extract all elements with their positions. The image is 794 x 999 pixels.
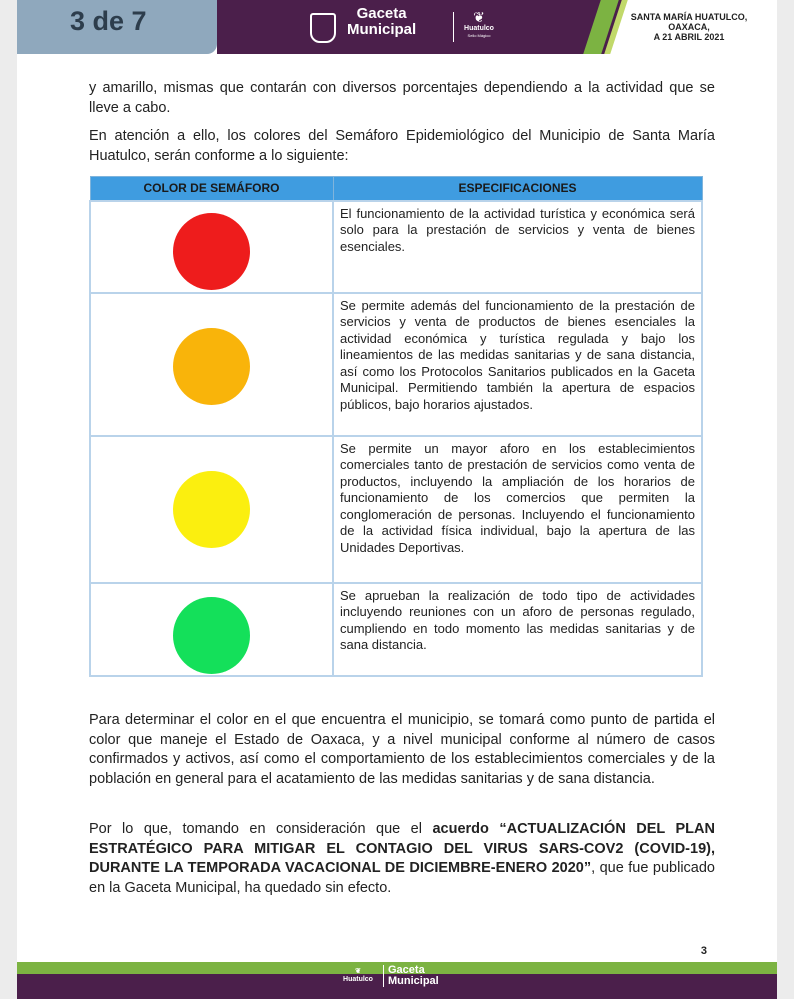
table-row [90, 583, 702, 676]
paragraph-2: En atención a ello, los colores del Semáforo Epidemiológico del Municipio de Santa María Huatulco, serán conforme a lo siguiente: [89, 128, 715, 164]
gaceta-title-line2: Municipal [347, 21, 417, 38]
header-divider [453, 12, 454, 42]
footer-gaceta-title [383, 965, 439, 987]
footer-huatulco-logo [337, 968, 379, 984]
footer-gaceta-line2: Municipal [388, 975, 439, 987]
gaceta-title-line1: Gaceta [356, 5, 407, 22]
place-line1: SANTA MARÍA HUATULCO, [630, 12, 748, 22]
spec-cell: Se permite un mayor aforo en los establecimientos comerciales tanto de prestación de servicios como venta de productos, incluyendo la ampliación de los horarios de funcionamiento de los comercios que permiten la conglomeración de personas. Incluyendo el funcionamiento de la actividad física individual, bajo la apertura de las Unidades Deportivas. [333, 436, 702, 583]
color-cell [90, 436, 333, 583]
traffic-light-table [89, 176, 703, 677]
color-cell [90, 201, 333, 293]
spec-cell: Se aprueban la realización de todo tipo de actividades incluyendo reuniones con un aforo de personas regulado, cumpliendo en todo momento las medidas sanitarias y de sana distancia. [333, 583, 702, 676]
page-counter-badge: 3 de 7 [17, 0, 217, 54]
document-page [17, 0, 777, 999]
huatulco-logo-tagline: Sello Mágico [467, 33, 491, 38]
red-light-icon [173, 213, 250, 290]
table-row [90, 293, 702, 436]
paragraph-4-intro: Por lo que, tomando en consideración que el [89, 821, 433, 837]
spec-cell: El funcionamiento de la actividad turística y económica será solo para la prestación de servicios y venta de bienes esenciales. [333, 201, 702, 293]
footer-huatulco-text: Huatulco [343, 976, 373, 983]
table-row [90, 436, 702, 583]
paragraph-1: y amarillo, mismas que contarán con diversos porcentajes dependiendo a la actividad que se lleve a cabo. [89, 80, 715, 116]
flower-icon: ❦ [473, 9, 485, 25]
footer-gaceta-line1: Gaceta [388, 964, 425, 976]
color-cell [90, 293, 333, 436]
page-number: 3 [700, 945, 707, 957]
header-color-column: COLOR DE SEMÁFORO [90, 177, 333, 201]
paragraph-3: Para determinar el color en el que encuentra el municipio, se tomará como punto de partida el color que maneje el Estado de Oaxaca, y a nivel municipal conforme al número de casos confirmados y activos, así como el comportamiento de los establecimientos comerciales y de la población en general para el acatamiento de las medidas sanitarias y de sana distancia. [89, 712, 715, 787]
paragraph-4-conclusion: , que fue publicado en la Gaceta Municipal, ha quedado sin efecto. [89, 860, 715, 896]
spec-cell: Se permite además del funcionamiento de la prestación de servicios y venta de productos de bienes esenciales la actividad económica y turística regulada y bajo los lineamientos de las medidas sanitarias y de sana distancia, así como los Protocolos Sanitarios publicados en la Gaceta Municipal. Permitiendo también la apertura de espacios públicos, bajo horarios ajustados. [333, 293, 702, 436]
green-light-icon [173, 597, 250, 674]
footer-flower-icon: ❦ [355, 968, 361, 975]
table-row [90, 201, 702, 293]
huatulco-logo [458, 10, 500, 38]
yellow-light-icon [173, 471, 250, 548]
orange-light-icon [173, 328, 250, 405]
gaceta-title [347, 6, 416, 38]
header-spec-column: ESPECIFICACIONES [333, 177, 702, 201]
publication-date: A 21 ABRIL 2021 [653, 32, 725, 42]
place-line2: OAXACA, [668, 22, 710, 32]
color-cell [90, 583, 333, 676]
huatulco-logo-text: Huatulco [464, 25, 494, 32]
footer-logo [337, 965, 439, 987]
municipal-crest-icon [310, 13, 336, 43]
place-date [619, 12, 759, 42]
paragraph-4-agreement-title: acuerdo “ACTUALIZACIÓN DEL PLAN ESTRATÉGICO PARA MITIGAR EL CONTAGIO DEL VIRUS SARS-COV2 (COVID-19), DURANTE LA TEMPORADA VACACIONAL DE DICIEMBRE-ENERO 2020” [89, 821, 715, 876]
paragraph-4 [89, 820, 715, 898]
